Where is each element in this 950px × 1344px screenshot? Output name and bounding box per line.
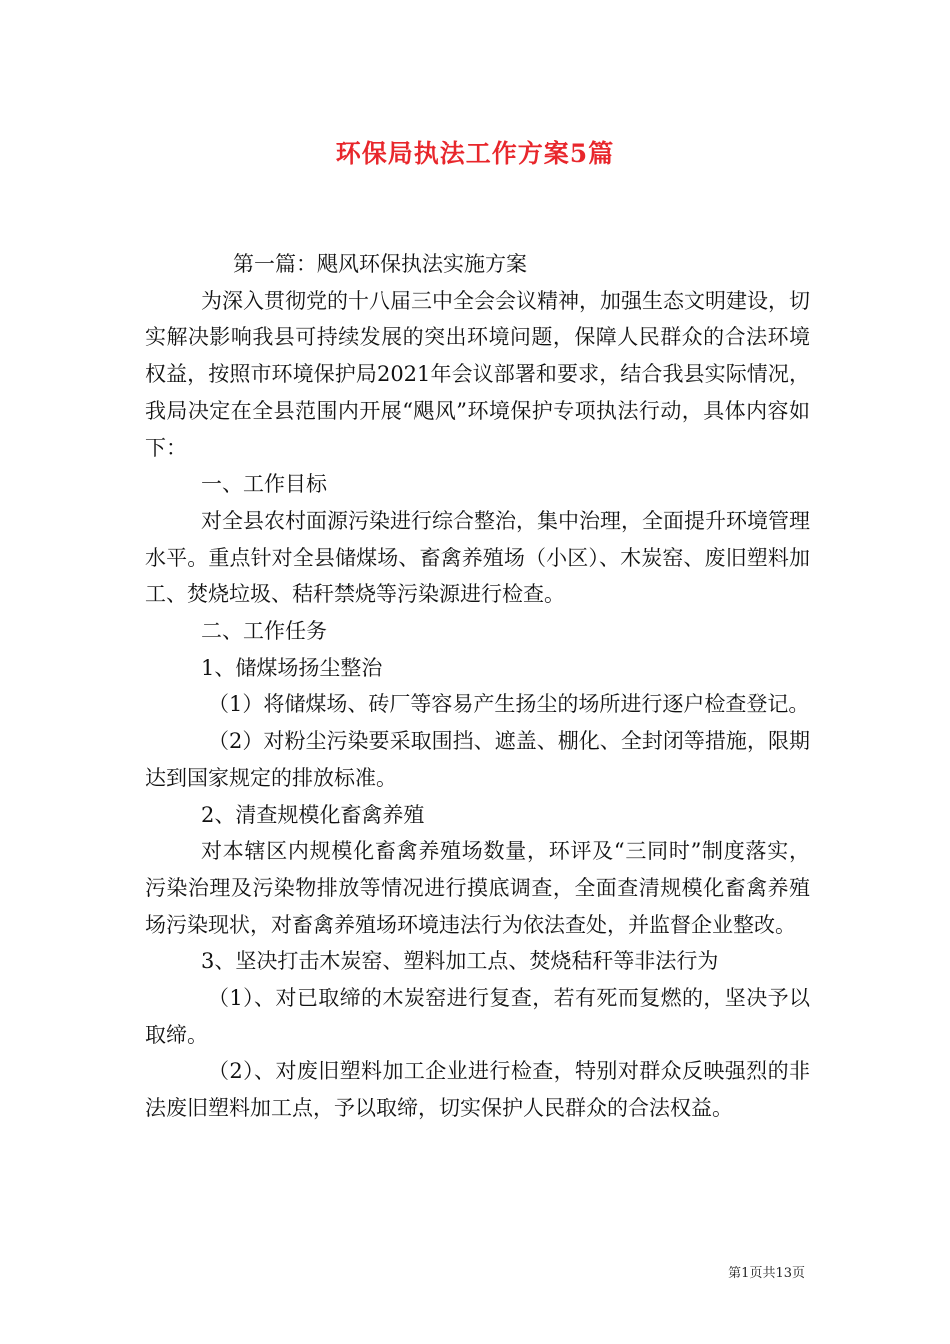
page-number: 第1页共13页 — [728, 1266, 805, 1281]
subsection-heading: 1、储煤场扬尘整治 — [201, 655, 383, 680]
page-title: 环保局执法工作方案5篇 — [335, 139, 615, 168]
subsection-heading: 3、坚决打击木炭窑、塑料加工点、焚烧秸秆等非法行为 — [201, 949, 719, 974]
section-heading: 第一篇：飓风环保执法实施方案 — [233, 252, 527, 276]
paragraph: 对本辖区内规模化畜禽养殖场数量，环评及“三同时”制度落实，污染治理及污染物排放等情况进行摸底调查，全面查清规模化畜禽养殖场污染现状，对畜禽养殖场环境违法行为依法查处，并监督企业整改。 — [145, 839, 810, 937]
list-item: （2）对粉尘污染要采取围挡、遮盖、棚化、全封闭等措施，限期达到国家规定的排放标准。 — [145, 729, 810, 790]
paragraph: 对全县农村面源污染进行综合整治，集中治理，全面提升环境管理水平。重点针对全县储煤场、畜禽养殖场（小区）、木炭窑、废旧塑料加工、焚烧垃圾、秸秆禁烧等污染源进行检查。 — [145, 508, 810, 607]
paragraph: 为深入贯彻党的十八届三中全会会议精神，加强生态文明建设，切实解决影响我县可持续发展的突出环境问题，保障人民群众的合法环境权益，按照市环境保护局2021年会议部署和要求，结合我县实际情况，我局决定在全县范围内开展“飓风”环境保护专项执法行动，具体内容如下： — [145, 288, 810, 460]
section-heading: 一、工作目标 — [201, 472, 327, 497]
list-item: （1）将储煤场、砖厂等容易产生扬尘的场所进行逐户检查登记。 — [208, 692, 810, 717]
section-heading: 二、工作任务 — [201, 619, 327, 644]
document-body — [145, 246, 810, 1127]
list-item: （1）、对已取缔的木炭窑进行复查，若有死而复燃的，坚决予以取缔。 — [145, 986, 810, 1047]
list-item: （2）、对废旧塑料加工企业进行检查，特别对群众反映强烈的非法废旧塑料加工点，予以取缔，切实保护人民群众的合法权益。 — [145, 1059, 810, 1121]
subsection-heading: 2、清查规模化畜禽养殖 — [201, 802, 425, 827]
